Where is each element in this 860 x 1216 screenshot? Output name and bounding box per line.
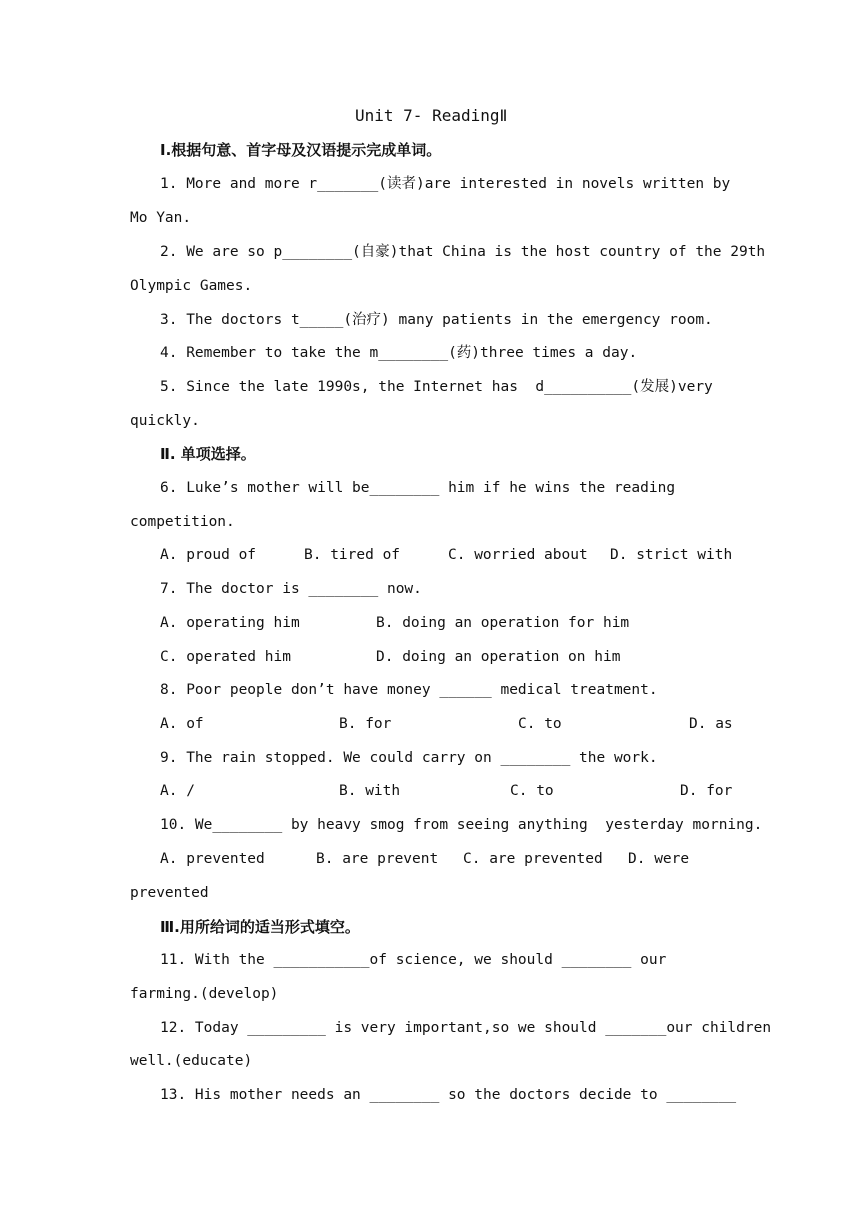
- question-10-option-a: A. prevented: [160, 851, 265, 867]
- question-6-line-1: 6. Luke’s mother will be________ him if he wins the reading: [160, 480, 676, 496]
- question-9-option-a: A. /: [160, 783, 195, 799]
- question-7-option-a: A. operating him: [160, 615, 300, 631]
- question-11-line-2: farming.(develop): [130, 986, 279, 1002]
- question-10: 10. We________ by heavy smog from seeing anything yesterday morning.: [160, 817, 763, 833]
- question-8: 8. Poor people don’t have money ______ medical treatment.: [160, 682, 658, 698]
- question-2-line-2: Olympic Games.: [130, 278, 253, 294]
- section-heading-1: Ⅰ.根据句意、首字母及汉语提示完成单词。: [160, 141, 442, 159]
- question-1-line-2: Mo Yan.: [130, 210, 192, 226]
- question-3: 3. The doctors t_____(治疗) many patients in the emergency room.: [160, 312, 713, 328]
- question-7-option-c: C. operated him: [160, 649, 291, 665]
- question-11-line-1: 11. With the ___________of science, we should ________ our: [160, 952, 667, 968]
- question-7-option-d: D. doing an operation on him: [376, 649, 621, 665]
- question-5-line-1: 5. Since the late 1990s, the Internet has d__________(发展)very: [160, 379, 713, 395]
- question-8-option-c: C. to: [518, 716, 562, 732]
- question-10-option-b: B. are prevent: [316, 851, 439, 867]
- question-6-option-d: D. strict with: [610, 547, 733, 563]
- question-10-option-c: C. are prevented: [463, 851, 603, 867]
- question-5-line-2: quickly.: [130, 413, 200, 429]
- question-12-line-2: well.(educate): [130, 1053, 253, 1069]
- question-1-line-1: 1. More and more r_______(读者)are interested in novels written by: [160, 176, 731, 192]
- question-2-line-1: 2. We are so p________(自豪)that China is the host country of the 29th: [160, 244, 766, 260]
- question-10-option-d: D. were: [628, 851, 690, 867]
- question-8-option-b: B. for: [339, 716, 392, 732]
- section-heading-3: Ⅲ.用所给词的适当形式填空。: [160, 918, 360, 936]
- question-8-option-a: A. of: [160, 716, 204, 732]
- question-6-option-a: A. proud of: [160, 547, 257, 563]
- question-6-option-b: B. tired of: [304, 547, 401, 563]
- question-9-option-b: B. with: [339, 783, 401, 799]
- question-12-line-1: 12. Today _________ is very important,so we should _______our children: [160, 1020, 772, 1036]
- question-6-line-2: competition.: [130, 514, 235, 530]
- page-title: Unit 7- ReadingⅡ: [355, 106, 508, 125]
- question-9-option-d: D. for: [680, 783, 733, 799]
- question-7: 7. The doctor is ________ now.: [160, 581, 422, 597]
- section-heading-2: Ⅱ. 单项选择。: [160, 445, 256, 463]
- question-8-option-d: D. as: [689, 716, 733, 732]
- question-9-option-c: C. to: [510, 783, 554, 799]
- question-6-option-c: C. worried about: [448, 547, 588, 563]
- question-10-line-2: prevented: [130, 885, 209, 901]
- question-13-line-1: 13. His mother needs an ________ so the doctors decide to ________: [160, 1087, 737, 1103]
- question-4: 4. Remember to take the m________(药)three times a day.: [160, 345, 638, 361]
- question-7-option-b: B. doing an operation for him: [376, 615, 630, 631]
- question-9: 9. The rain stopped. We could carry on ________ the work.: [160, 750, 658, 766]
